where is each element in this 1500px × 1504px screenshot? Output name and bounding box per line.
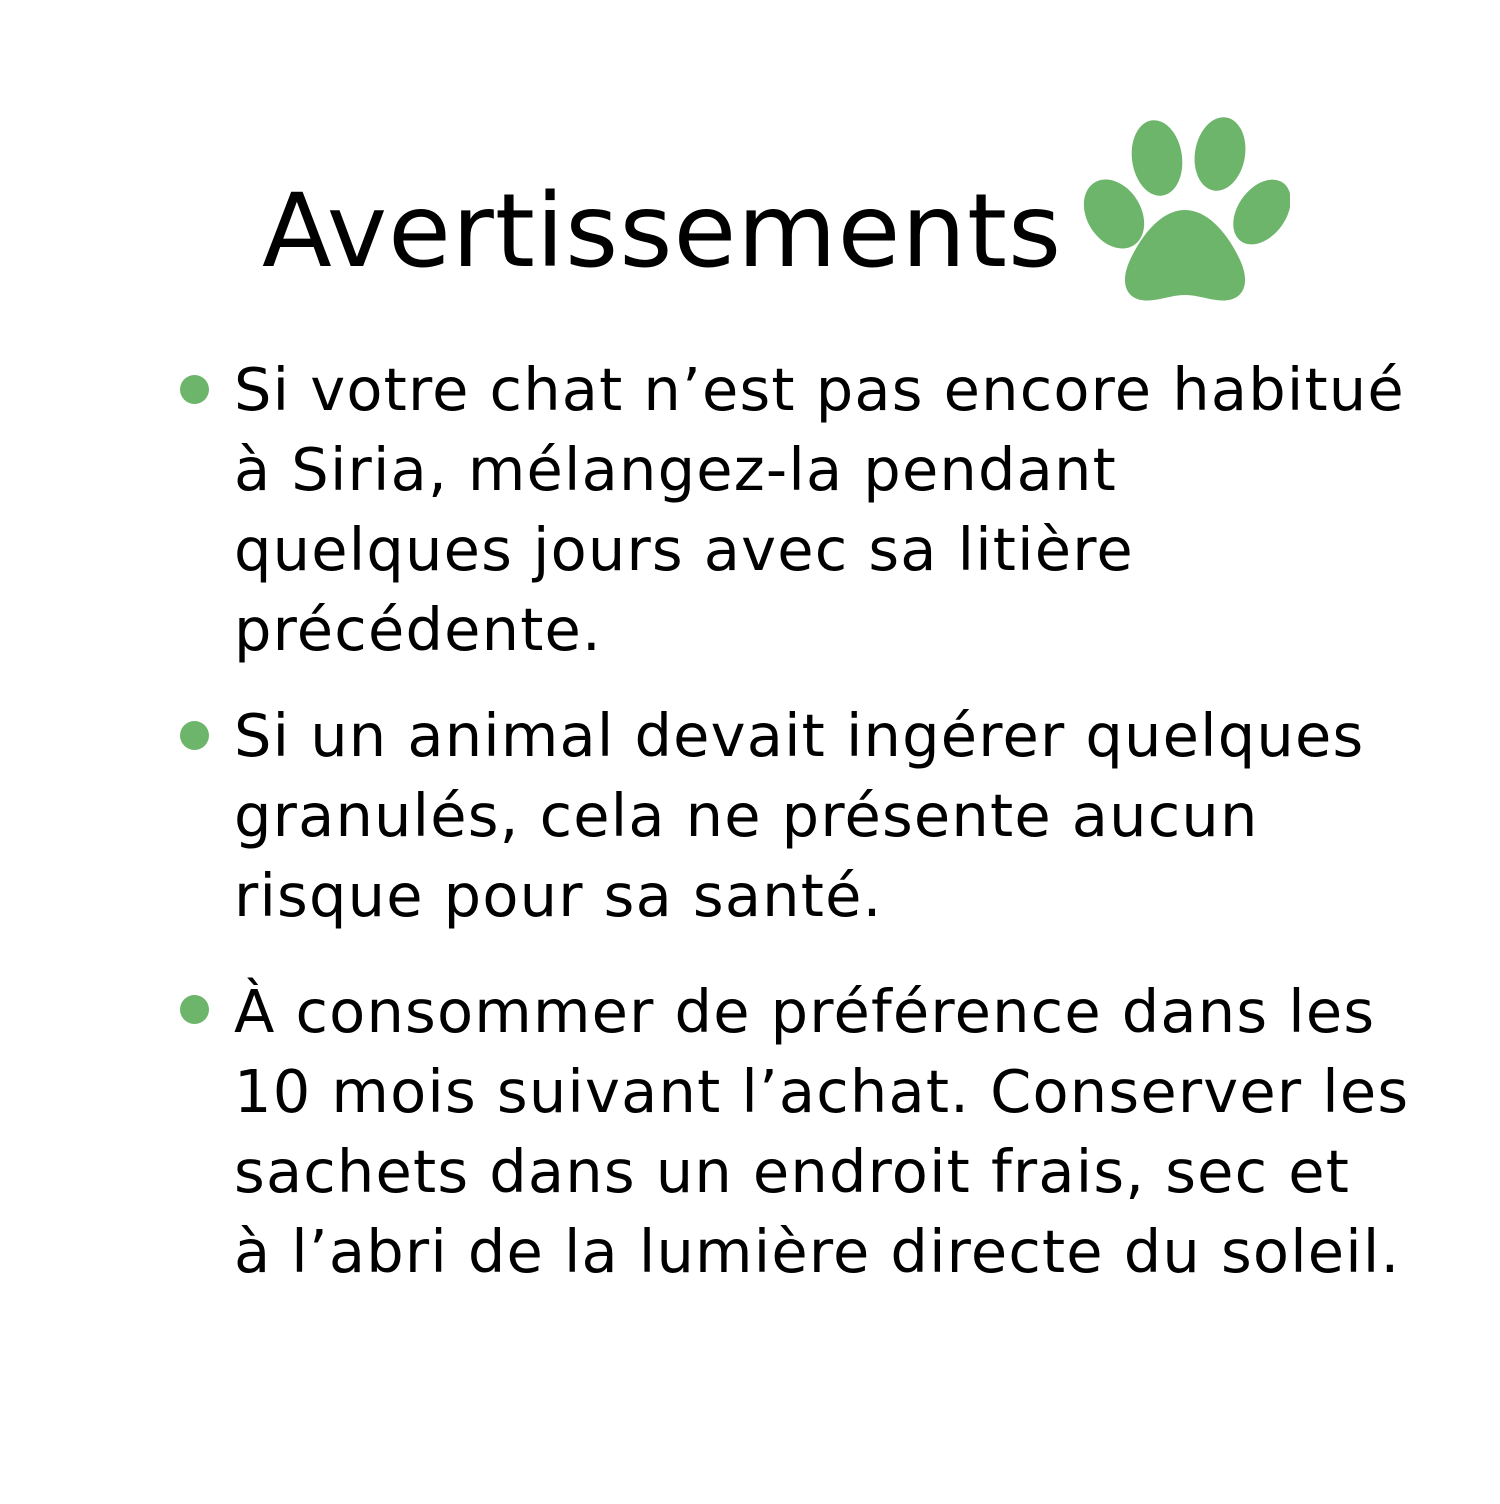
paw-toe-inner-right	[1189, 114, 1251, 195]
warning-text: Si un animal devait ingérer quelques granulés, cela ne présente aucun risque pour sa santé.	[234, 701, 1365, 930]
bullet-icon	[180, 995, 209, 1024]
warning-text: Si votre chat n’est pas encore habitué à Siria, mélangez-la pendant quelques jours avec sa litière précédente.	[234, 355, 1405, 664]
bullet-icon	[180, 375, 209, 404]
warning-text: À consommer de préférence dans les 10 mois suivant l’achat. Conserver les sachets dans un endroit frais, sec et à l’abri de la lumière directe du soleil.	[234, 977, 1410, 1286]
paw-print-icon	[1082, 114, 1290, 306]
page-title: Avertissements	[262, 172, 1063, 291]
bullet-icon	[180, 721, 209, 750]
paw-toe-inner-left	[1127, 117, 1187, 199]
